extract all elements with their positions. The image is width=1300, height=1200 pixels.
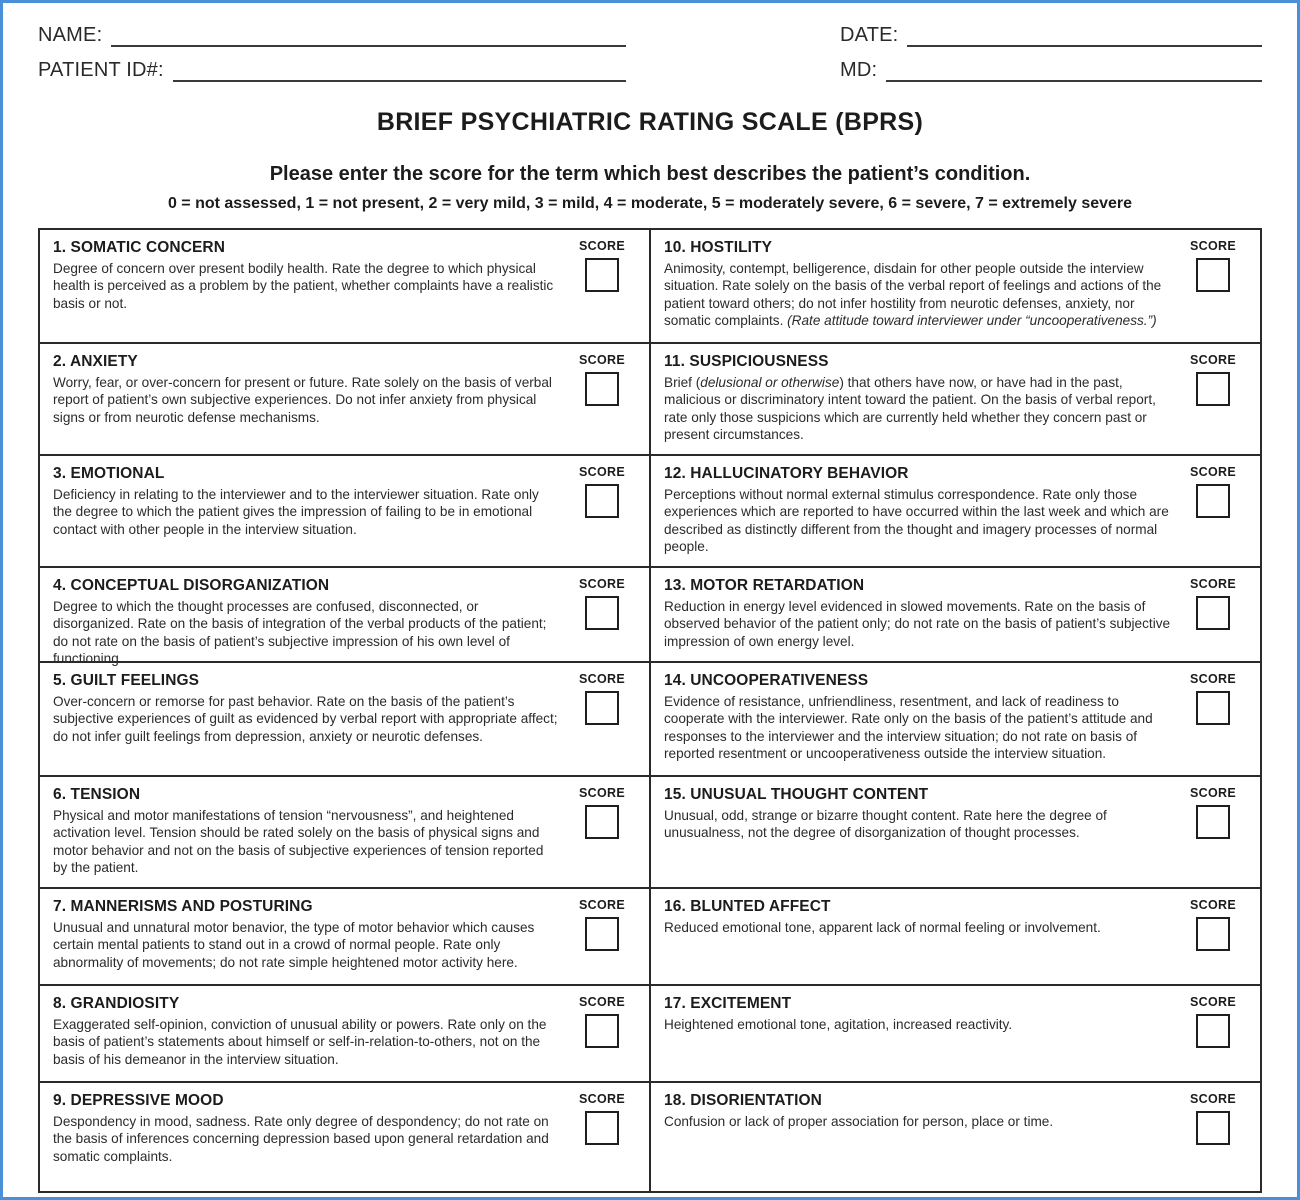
item-title: 11. SUSPICIOUSNESS bbox=[664, 353, 829, 370]
item-cell-4 bbox=[40, 568, 649, 666]
score-input-box[interactable] bbox=[1196, 917, 1230, 951]
item-cell-15 bbox=[649, 777, 1260, 887]
item-description: Animosity, contempt, belligerence, disdain for other people outside the interview situation. Rate solely on the basis of the verbal report of feelings and actions of the patient toward others; do not infer hostility from neurotic defenses, anxiety, nor somatic complaints. (Rate attitude toward interviewer under “uncooperativeness.”) bbox=[664, 261, 1162, 328]
item-title: 7. MANNERISMS AND POSTURING bbox=[53, 898, 313, 915]
score-input-box[interactable] bbox=[585, 805, 619, 839]
item-description: Degree to which the thought processes are confused, disconnected, or disorganized. Rate on the basis of integration of the verbal products of the patient; do not rate on the basis of patient’s subjective impression of his own level of functioning. bbox=[53, 599, 547, 666]
item-title: 3. EMOTIONAL bbox=[53, 465, 165, 482]
date-field-label: DATE: bbox=[840, 24, 899, 46]
score-input-box[interactable] bbox=[1196, 372, 1230, 406]
score-input-box[interactable] bbox=[1196, 484, 1230, 518]
items-table bbox=[38, 228, 1262, 1193]
patient-id-field bbox=[38, 58, 626, 82]
score-label: SCORE bbox=[579, 239, 625, 253]
score-input-box[interactable] bbox=[1196, 596, 1230, 630]
table-row bbox=[40, 230, 1260, 342]
score-label: SCORE bbox=[579, 577, 625, 591]
patient-id-field-line[interactable] bbox=[173, 58, 626, 82]
score-input-box[interactable] bbox=[585, 596, 619, 630]
item-description: Heightened emotional tone, agitation, increased reactivity. bbox=[664, 1017, 1013, 1032]
date-field-line[interactable] bbox=[907, 23, 1262, 47]
table-row bbox=[40, 775, 1260, 887]
score-label: SCORE bbox=[1190, 898, 1236, 912]
item-description: Brief (delusional or otherwise) that others have now, or have had in the past, malicious or discriminatory intent toward the patient. On the basis of verbal report, rate only those suspicions which are currently held whether they concern past or present circumstances. bbox=[664, 375, 1156, 442]
item-cell-8 bbox=[40, 986, 649, 1081]
score-input-box[interactable] bbox=[1196, 258, 1230, 292]
item-cell-2 bbox=[40, 344, 649, 454]
form-title: BRIEF PSYCHIATRIC RATING SCALE (BPRS) bbox=[376, 108, 924, 136]
table-row bbox=[40, 887, 1260, 984]
item-title: 8. GRANDIOSITY bbox=[53, 995, 180, 1012]
item-title: 10. HOSTILITY bbox=[664, 239, 773, 256]
score-input-box[interactable] bbox=[1196, 805, 1230, 839]
score-input-box[interactable] bbox=[585, 258, 619, 292]
item-title: 16. BLUNTED AFFECT bbox=[664, 898, 831, 915]
form-header bbox=[38, 23, 1262, 82]
table-row bbox=[40, 984, 1260, 1081]
table-row bbox=[40, 342, 1260, 454]
item-cell-11 bbox=[649, 344, 1260, 454]
item-description: Perceptions without normal external stimulus correspondence. Rate only those experiences which are reported to have occurred within the last week and which are described as distinctly different from the thought and imagery processes of normal people. bbox=[664, 487, 1169, 554]
table-row bbox=[40, 566, 1260, 666]
item-cell-9 bbox=[40, 1083, 649, 1191]
item-description: Evidence of resistance, unfriendliness, resentment, and lack of readiness to cooperate with the interviewer. Rate only on the basis of the patient’s attitude and responses to the interviewer and the interview situation; do not rate on basis of reported resentment or uncooperativeness outside the interview situation. bbox=[664, 694, 1153, 761]
item-title: 5. GUILT FEELINGS bbox=[53, 672, 200, 689]
score-label: SCORE bbox=[579, 786, 625, 800]
item-description: Exaggerated self-opinion, conviction of unusual ability or powers. Rate only on the basis of patient’s statements about himself or self-in-relation-to-others, not on the basis of his demeanor in the interview situation. bbox=[53, 1017, 547, 1067]
name-field-label: NAME: bbox=[38, 24, 103, 46]
item-title: 15. UNUSUAL THOUGHT CONTENT bbox=[664, 786, 929, 803]
score-input-box[interactable] bbox=[585, 917, 619, 951]
item-description: Deficiency in relating to the interviewer and to the interviewer situation. Rate only the degree to which the patient gives the impression of failing to be in emotional contact with other people in the interview situation. bbox=[53, 487, 539, 537]
score-input-box[interactable] bbox=[1196, 1111, 1230, 1145]
item-cell-14 bbox=[649, 663, 1260, 775]
item-cell-6 bbox=[40, 777, 649, 887]
score-label: SCORE bbox=[1190, 239, 1236, 253]
score-label: SCORE bbox=[579, 1092, 625, 1106]
table-row bbox=[40, 1081, 1260, 1191]
score-label: SCORE bbox=[579, 465, 625, 479]
score-label: SCORE bbox=[1190, 786, 1236, 800]
item-description: Confusion or lack of proper association for person, place or time. bbox=[664, 1114, 1054, 1129]
item-title: 18. DISORIENTATION bbox=[664, 1092, 822, 1109]
item-cell-17 bbox=[649, 986, 1260, 1081]
md-field-line[interactable] bbox=[886, 58, 1262, 82]
item-cell-7 bbox=[40, 889, 649, 984]
score-label: SCORE bbox=[579, 995, 625, 1009]
score-label: SCORE bbox=[1190, 577, 1236, 591]
item-description: Reduced emotional tone, apparent lack of normal feeling or involvement. bbox=[664, 920, 1101, 935]
item-title: 4. CONCEPTUAL DISORGANIZATION bbox=[53, 577, 330, 594]
item-title: 13. MOTOR RETARDATION bbox=[664, 577, 865, 594]
score-label: SCORE bbox=[1190, 465, 1236, 479]
item-title: 2. ANXIETY bbox=[53, 353, 138, 370]
instructions-text: Please enter the score for the term which best describes the patient’s condition. bbox=[269, 163, 1031, 185]
score-label: SCORE bbox=[1190, 672, 1236, 686]
patient-id-field-label: PATIENT ID#: bbox=[38, 59, 164, 81]
score-label: SCORE bbox=[1190, 353, 1236, 367]
item-cell-13 bbox=[649, 568, 1260, 661]
item-cell-12 bbox=[649, 456, 1260, 566]
item-cell-18 bbox=[649, 1083, 1260, 1191]
item-title: 12. HALLUCINATORY BEHAVIOR bbox=[664, 465, 909, 482]
score-label: SCORE bbox=[579, 898, 625, 912]
score-input-box[interactable] bbox=[1196, 691, 1230, 725]
date-field bbox=[840, 23, 1262, 47]
item-title: 6. TENSION bbox=[53, 786, 141, 803]
score-input-box[interactable] bbox=[585, 1111, 619, 1145]
item-cell-5 bbox=[40, 663, 649, 775]
md-field bbox=[840, 58, 1262, 82]
item-description: Reduction in energy level evidenced in slowed movements. Rate on the basis of observed behavior of the patient only; do not rate on the basis of patient’s subjective impression of own energy level. bbox=[664, 599, 1171, 649]
name-field bbox=[38, 23, 626, 47]
item-cell-1 bbox=[40, 230, 649, 342]
scale-legend: 0 = not assessed, 1 = not present, 2 = very mild, 3 = mild, 4 = moderate, 5 = moderately severe, 6 = severe, 7 = extremely severe bbox=[167, 195, 1133, 212]
score-input-box[interactable] bbox=[585, 1014, 619, 1048]
score-label: SCORE bbox=[1190, 1092, 1236, 1106]
item-title: 14. UNCOOPERATIVENESS bbox=[664, 672, 869, 689]
table-row bbox=[40, 454, 1260, 566]
item-cell-16 bbox=[649, 889, 1260, 984]
score-input-box[interactable] bbox=[585, 484, 619, 518]
score-label: SCORE bbox=[579, 353, 625, 367]
item-description: Over-concern or remorse for past behavior. Rate on the basis of the patient’s subjective experiences of guilt as evidenced by verbal report with appropriate affect; do not infer guilt feelings from depression, anxiety or neurotic defenses. bbox=[53, 694, 558, 744]
item-description: Despondency in mood, sadness. Rate only degree of despondency; do not rate on the basis of inferences concerning depression based upon general retardation and somatic complaints. bbox=[53, 1114, 549, 1164]
name-field-line[interactable] bbox=[111, 23, 626, 47]
item-title: 1. SOMATIC CONCERN bbox=[53, 239, 226, 256]
item-description: Degree of concern over present bodily health. Rate the degree to which physical health is perceived as a problem by the patient, whether complaints have a realistic basis or not. bbox=[53, 261, 554, 311]
score-input-box[interactable] bbox=[1196, 1014, 1230, 1048]
score-label: SCORE bbox=[579, 672, 625, 686]
score-label: SCORE bbox=[1190, 995, 1236, 1009]
item-title: 17. EXCITEMENT bbox=[664, 995, 792, 1012]
md-field-label: MD: bbox=[840, 59, 878, 81]
score-input-box[interactable] bbox=[585, 372, 619, 406]
table-row bbox=[40, 661, 1260, 775]
item-description: Worry, fear, or over-concern for present or future. Rate solely on the basis of verbal report of patient’s own subjective experiences. Do not infer anxiety from physical signs or from neurotic defense mechanisms. bbox=[53, 375, 552, 425]
score-input-box[interactable] bbox=[585, 691, 619, 725]
item-title: 9. DEPRESSIVE MOOD bbox=[53, 1092, 224, 1109]
item-description: Unusual and unnatural motor benavior, the type of motor behavior which causes certain mental patients to stand out in a crowd of normal people. Rate only abnormality of movements; do not rate simple heightened motor activity here. bbox=[53, 920, 535, 970]
item-cell-10 bbox=[649, 230, 1260, 342]
item-description: Unusual, odd, strange or bizarre thought content. Rate here the degree of unusualness, not the degree of disorganization of thought processes. bbox=[664, 808, 1107, 841]
item-cell-3 bbox=[40, 456, 649, 566]
item-description: Physical and motor manifestations of tension “nervousness”, and heightened activation level. Tension should be rated solely on the basis of physical signs and motor behavior and not on the basis of subjective experiences of tension reported by the patient. bbox=[53, 808, 544, 875]
